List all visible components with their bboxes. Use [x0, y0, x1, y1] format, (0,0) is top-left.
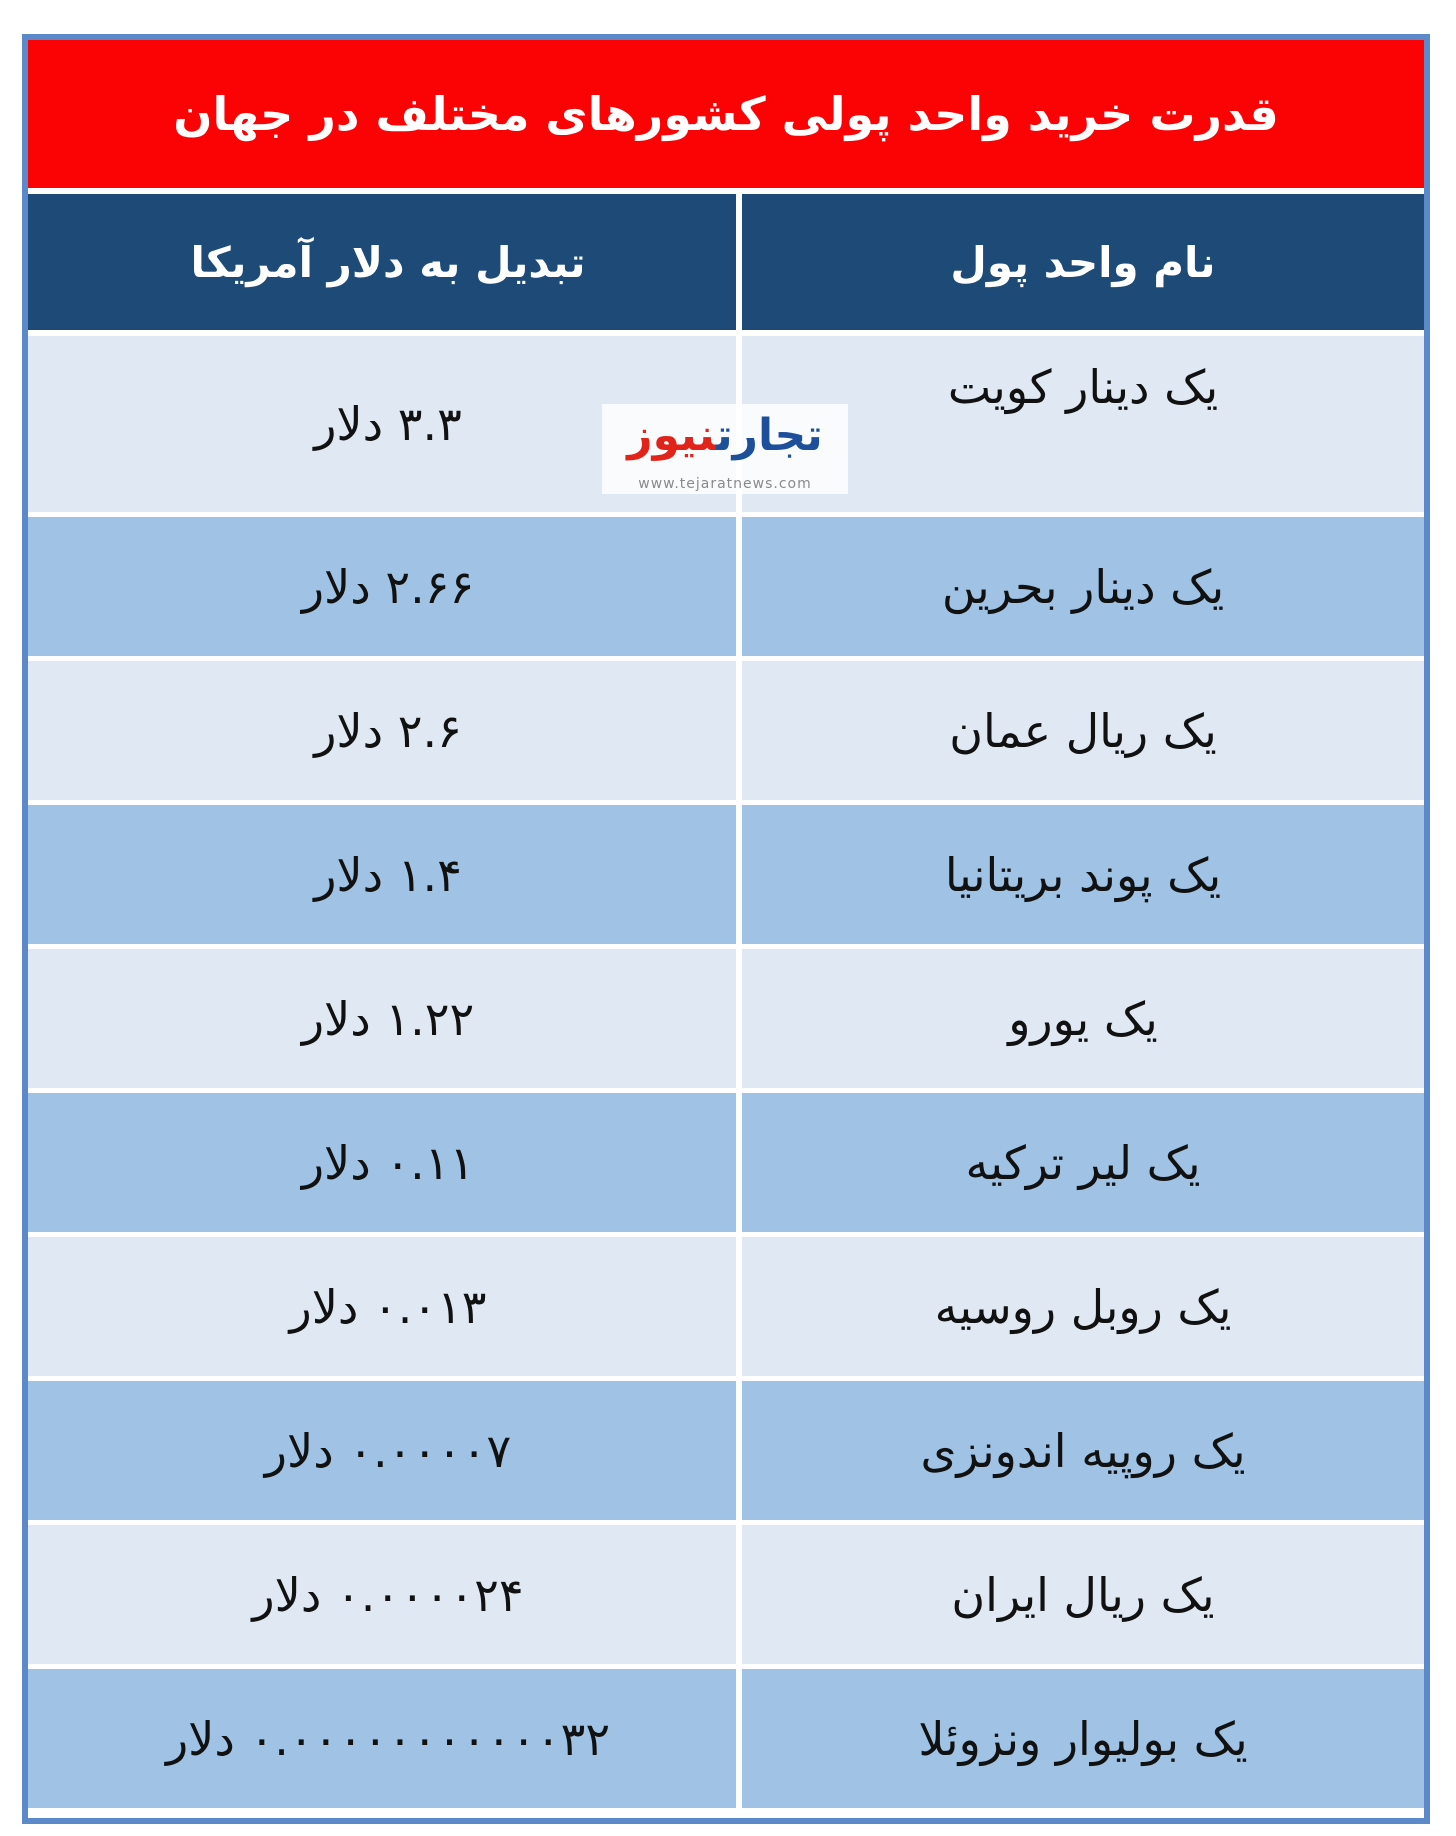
currency-name-cell: یک دینار بحرین [742, 517, 1424, 661]
currency-name-cell: یک ریال ایران [742, 1525, 1424, 1669]
currency-name-cell: یک بولیوار ونزوئلا [742, 1669, 1424, 1813]
tejarat-news-watermark-logo [602, 404, 848, 494]
watermark-part-a: تجارت [716, 410, 823, 461]
usd-value-cell: ۰.۰۰۰۰۲۴ دلار [28, 1525, 742, 1669]
watermark-part-b: نیوز [627, 410, 717, 461]
usd-value-cell: ۲.۶ دلار [28, 661, 742, 805]
currency-name-cell: یک روپیه اندونزی [742, 1381, 1424, 1525]
currency-name-cell: یک دینار کویت [742, 336, 1424, 517]
usd-value-cell: ۳.۳ دلار [28, 336, 742, 517]
table-row [28, 1237, 1424, 1381]
currency-name-cell: یک یورو [742, 949, 1424, 1093]
table-row [28, 1093, 1424, 1237]
table-row [28, 949, 1424, 1093]
table-row [28, 1525, 1424, 1669]
header-row [28, 194, 1424, 336]
table-row [28, 661, 1424, 805]
currency-name-cell: یک ریال عمان [742, 661, 1424, 805]
currency-name-cell: یک لیر ترکیه [742, 1093, 1424, 1237]
header-usd: تبدیل به دلار آمریکا [28, 194, 742, 336]
currency-name-cell: یک پوند بریتانیا [742, 805, 1424, 949]
usd-value-cell: ۱.۲۲ دلار [28, 949, 742, 1093]
title-bar [28, 40, 1424, 188]
usd-value-cell: ۱.۴ دلار [28, 805, 742, 949]
usd-value-cell: ۰.۰۱۳ دلار [28, 1237, 742, 1381]
currency-name-cell: یک روبل روسیه [742, 1237, 1424, 1381]
table-row [28, 1669, 1424, 1813]
usd-value-cell: ۰.۰۰۰۰۰۰۰۰۰۰۰۳۲ دلار [28, 1669, 742, 1813]
header-currency-name: نام واحد پول [742, 194, 1424, 336]
table-row [28, 1381, 1424, 1525]
watermark-url: www.tejaratnews.com [638, 476, 812, 492]
usd-value-cell: ۰.۱۱ دلار [28, 1093, 742, 1237]
usd-value-cell: ۲.۶۶ دلار [28, 517, 742, 661]
usd-value-cell: ۰.۰۰۰۰۷ دلار [28, 1381, 742, 1525]
table-frame [22, 34, 1430, 1824]
table-row [28, 517, 1424, 661]
page-title: قدرت خرید واحد پولی کشورهای مختلف در جهان [173, 87, 1279, 141]
watermark-wordmark [602, 406, 848, 475]
table-row [28, 805, 1424, 949]
